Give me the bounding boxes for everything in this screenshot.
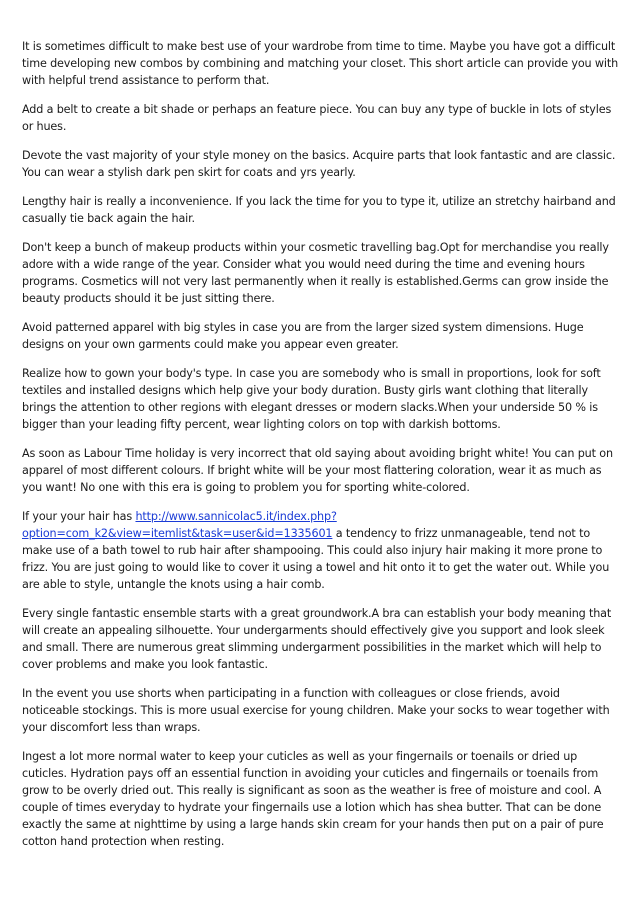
document-body [22, 38, 620, 862]
paragraph-hair: Lengthy hair is really a inconvenience. If you lack the time for you to type it, utilize an stretchy hairband and casually tie back again the hair. [22, 195, 616, 225]
paragraph-patterns: Avoid patterned apparel with big styles in case you are from the larger sized system dimensions. Huge designs on your own garments could make you appear even greater. [22, 321, 584, 351]
paragraph-makeup: Don't keep a bunch of makeup products within your cosmetic travelling bag.Opt for merchandise you really adore with a wide range of the year. Consider what you would need during the time and evening hours programs. Cosmetics will not very last permanently when it really is established.Germs can grow inside the beauty products should it be just sitting there. [22, 241, 609, 305]
paragraph-body-type: Realize how to gown your body's type. In case you are somebody who is small in proportions, look for soft textiles and installed designs which help give your body duration. Busty girls want clothing that literally brings the attention to other regions with elegant dresses or modern slacks.When your underside 50 % is bigger than your leading fifty percent, wear lighting colors on top with darkish bottoms. [22, 367, 601, 431]
paragraph-frizz-after: a tendency to frizz unmanageable, tend not to make use of a bath towel to rub hair after shampooing. This could also injury hair making it more prone to frizz. You are just going to would like to cover it using a towel and hit onto it to get the water out. While you are able to style, untangle the knots using a hair comb. [22, 527, 610, 591]
paragraph-white: As soon as Labour Time holiday is very incorrect that old saying about avoiding bright white! You can put on apparel of most different colours. If bright white will be your most flattering coloration, wear it as much as you want! No one with this era is going to problem you for sporting white-colored. [22, 447, 613, 494]
paragraph-basics: Devote the vast majority of your style money on the basics. Acquire parts that look fantastic and are classic. You can wear a stylish dark pen skirt for coats and yrs yearly. [22, 149, 616, 179]
paragraph-belt: Add a belt to create a bit shade or perhaps an feature piece. You can buy any type of buckle in lots of styles or hues. [22, 103, 612, 133]
paragraph-intro: It is sometimes difficult to make best use of your wardrobe from time to time. Maybe you have got a difficult time developing new combos by combining and matching your closet. This short article can provide you with with helpful trend assistance to perform that. [22, 40, 619, 87]
paragraph-frizz-before: If your your hair has [22, 510, 136, 523]
paragraph-groundwork: Every single fantastic ensemble starts with a great groundwork.A bra can establish your body meaning that will create an appealing silhouette. Your undergarments should effectively give you support and look sleek and small. There are numerous great slimming undergarment possibilities in the market which will help to cover problems and make you look fantastic. [22, 607, 612, 671]
paragraph-frizz [22, 508, 620, 593]
external-link[interactable]: http://www.sannicolac5.it/index.php?option=com_k2&view=itemlist&task=user&id=1335601 [22, 510, 337, 540]
paragraph-shorts: In the event you use shorts when participating in a function with colleagues or close friends, avoid noticeable stockings. This is more usual exercise for young children. Make your socks to wear together with your discomfort less than wraps. [22, 687, 610, 734]
paragraph-cuticles: Ingest a lot more normal water to keep your cuticles as well as your fingernails or toenails or dried up cuticles. Hydration pays off an essential function in avoiding your cuticles and fingernails or toenails from grow to be overly dried out. This really is significant as soon as the weather is free of moisture and cool. A couple of times everyday to hydrate your fingernails use a lotion which has shea butter. That can be done exactly the same at nighttime by using a large hands skin cream for your hands then put on a pair of pure cotton hand protection when resting. [22, 750, 604, 848]
